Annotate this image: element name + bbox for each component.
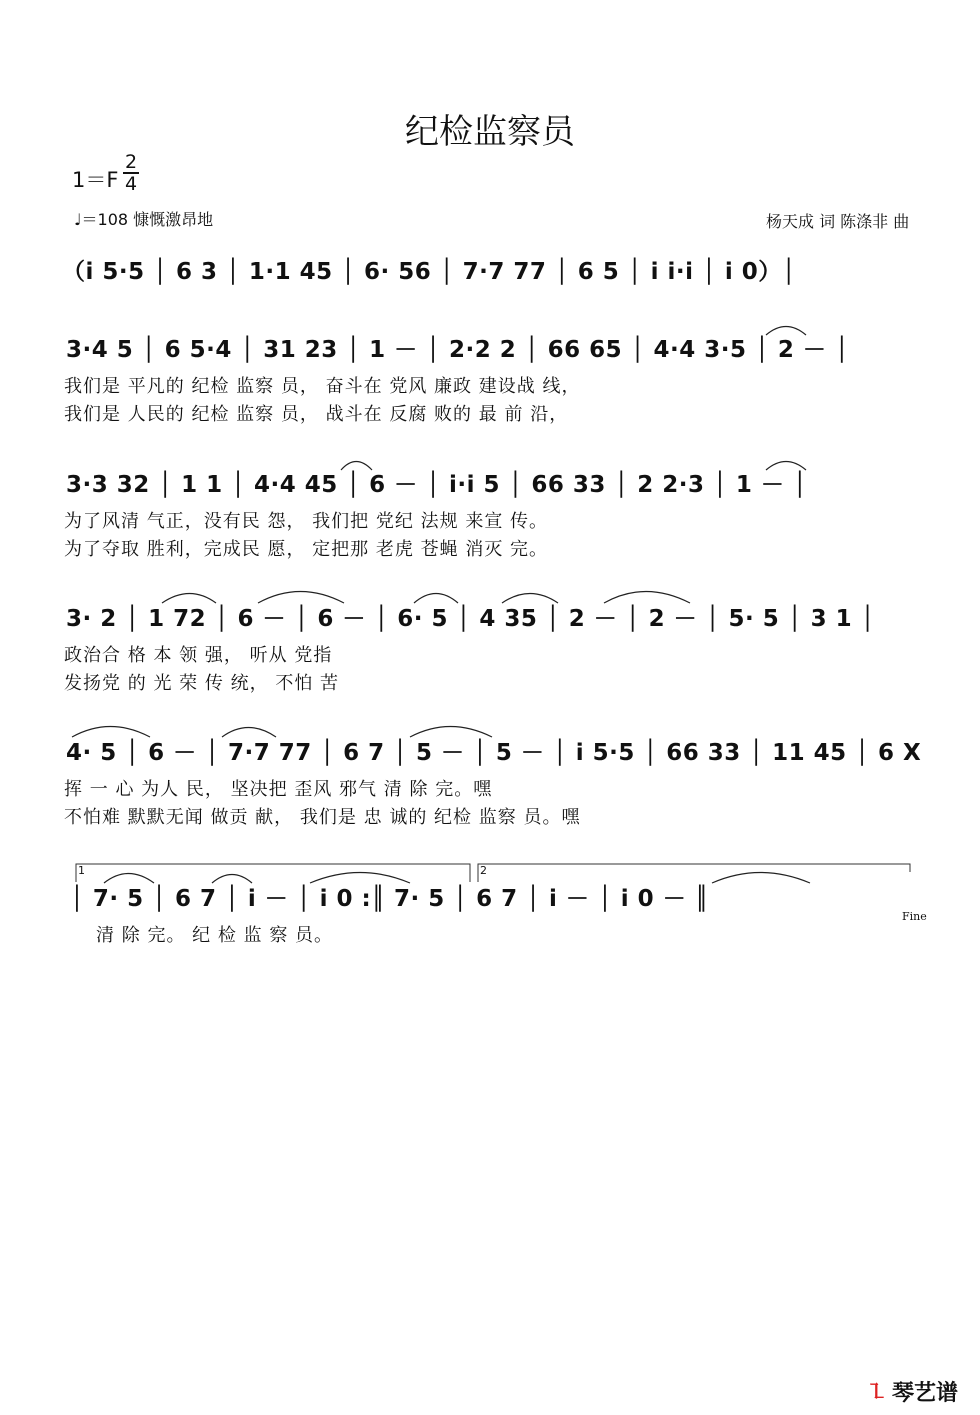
system-1-notes: （i 5·5 │ 6 3 │ 1·1 45 │ 6· 56 │ 7·7 77 │ 6 5 │ i i·i │ i 0）│ <box>62 259 797 285</box>
system-4-lyrics-verse-2: 发扬党 的 光 荣 传 统， 不怕 苦 <box>64 673 340 694</box>
system-6-lyrics: 清 除 完。 纪 检 监 察 员。 <box>96 925 334 946</box>
system-4-lyrics-verse-1: 政治合 格 本 领 强， 听从 党指 <box>64 645 333 666</box>
second-ending-number: 2 <box>480 864 487 877</box>
system-2-lyrics-verse-1: 我们是 平凡的 纪检 监察 员， 奋斗在 党风 廉政 建设战 线， <box>64 376 581 397</box>
system-6-notes: │ 7· 5 │ 6 7 │ i － │ i 0 :║ 7· 5 │ 6 7 │ i － │ i 0 － ║ <box>70 886 710 912</box>
system-5-notes: 4· 5 │ 6 － │ 7·7 77 │ 6 7 │ 5 － │ 5 － │ i 5·5 │ 66 33 │ 11 45 │ 6 X <box>66 740 922 766</box>
tempo-marking: ♩＝108 慷慨激昂地 <box>74 210 214 229</box>
logo-mark-icon: ㇅ <box>865 1381 888 1406</box>
system-5-lyrics-verse-1: 挥 一 心 为人 民， 坚决把 歪风 邪气 清 除 完。嘿 <box>64 779 493 800</box>
time-signature-top: 2 <box>124 151 138 173</box>
logo-text: 琴艺谱 <box>891 1381 958 1406</box>
site-logo <box>866 1376 958 1407</box>
system-5-lyrics-verse-2: 不怕难 默默无闻 做贡 献， 我们是 忠 诚的 纪检 监察 员。嘿 <box>64 807 581 828</box>
time-signature-bottom: 4 <box>124 173 138 195</box>
credits: 杨天成 词 陈涤非 曲 <box>766 212 910 231</box>
system-3-notes: 3·3 32 │ 1 1 │ 4·4 45 │ 6 － │ i·i 5 │ 66 33 │ 2 2·3 │ 1 － │ <box>66 472 808 498</box>
first-ending-number: 1 <box>78 864 85 877</box>
system-2-notes: 3·4 5 │ 6 5·4 │ 31 23 │ 1 － │ 2·2 2 │ 66 65 │ 4·4 3·5 │ 2 － │ <box>66 337 850 363</box>
system-3-lyrics-verse-1: 为了风清 气正，没有民 怨， 我们把 党纪 法规 来宣 传。 <box>64 511 549 532</box>
key-signature: 1＝F <box>72 168 119 192</box>
system-3-lyrics-verse-2: 为了夺取 胜利，完成民 愿， 定把那 老虎 苍蝇 消灭 完。 <box>64 539 549 560</box>
fine-marking: Fine <box>902 910 927 923</box>
system-4-notes: 3· 2 │ 1 72 │ 6 － │ 6 － │ 6· 5 │ 4 35 │ 2 － │ 2 － │ 5· 5 │ 3 1 │ <box>66 606 875 632</box>
system-2-lyrics-verse-2: 我们是 人民的 纪检 监察 员， 战斗在 反腐 败的 最 前 沿， <box>64 404 569 425</box>
song-title: 纪检监察员 <box>405 112 575 152</box>
